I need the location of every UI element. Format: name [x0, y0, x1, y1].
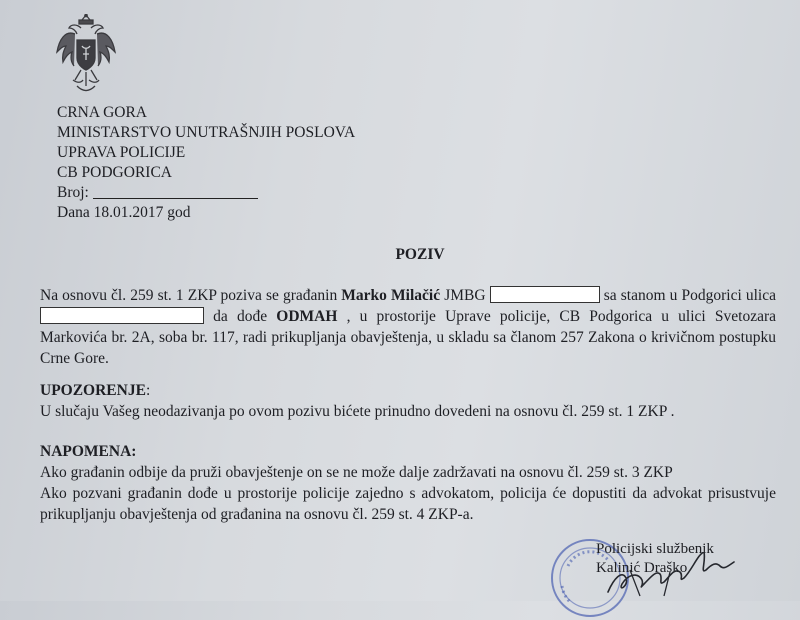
redacted-street: [40, 307, 204, 324]
note-line-1: Ako građanin odbije da pruži obavještenje on se ne može dalje zadržavati na osnovu čl. 259 st. 3 ZKP: [40, 464, 673, 481]
coat-of-arms-icon: [55, 14, 117, 96]
document-date: Dana 18.01.2017 god: [57, 204, 191, 221]
department-name: UPRAVA POLICIJE: [57, 144, 186, 161]
document-title: POZIV: [395, 246, 445, 263]
country-name: CRNA GORA: [57, 104, 148, 121]
summons-text-1: Na osnovu čl. 259 st. 1 ZKP poziva se građanin: [40, 287, 342, 304]
office-name: CB PODGORICA: [57, 164, 172, 181]
summons-text-3: sa stanom u Podgorici ulica: [599, 287, 776, 304]
warning-section: [40, 380, 776, 422]
summons-paragraph: [40, 285, 776, 369]
note-section: [40, 441, 776, 525]
redacted-jmbg: [490, 286, 600, 303]
signer-role: Policijski službenik: [596, 541, 714, 557]
note-heading: NAPOMENA:: [40, 443, 137, 460]
summons-text-4: da dođe: [204, 308, 277, 325]
reference-number-label: Broj:: [57, 184, 89, 201]
reference-number-blank: [93, 184, 258, 199]
summons-text-5: , u prostorije Uprave policije, CB Podgorica u ulici Svetozara Markovića br. 2A, soba br. 117, radi prikupljanja obavještenja, u skladu sa članom 257 Zakona o krivičnom postupku Crne Gore.: [40, 308, 776, 367]
warning-heading-colon: :: [145, 382, 151, 399]
citizen-name: Marko Milačić: [341, 287, 441, 304]
reference-number-line: [57, 183, 355, 203]
urgency-word: ODMAH: [276, 308, 338, 325]
summons-text-2: JMBG: [440, 287, 490, 304]
note-line-2: Ako pozvani građanin dođe u prostorije policije zajedno s advokatom, policija će dopustiti da advokat prisustvuje prikupljanju obavještenja od građanina na osnovu čl. 259 st. 4 ZKP-a.: [40, 485, 776, 523]
warning-heading: UPOZORENJE: [40, 382, 146, 399]
warning-text: U slučaju Vašeg neodazivanja po ovom pozivu bićete prinudno dovedeni na osnovu čl. 259 st. 1 ZKP .: [40, 403, 675, 420]
handwritten-signature-icon: [600, 552, 780, 601]
ministry-name: MINISTARSTVO UNUTRAŠNJIH POSLOVA: [57, 124, 356, 141]
signer-name: Kalinić Draško: [596, 560, 688, 576]
header-block: [57, 103, 355, 223]
